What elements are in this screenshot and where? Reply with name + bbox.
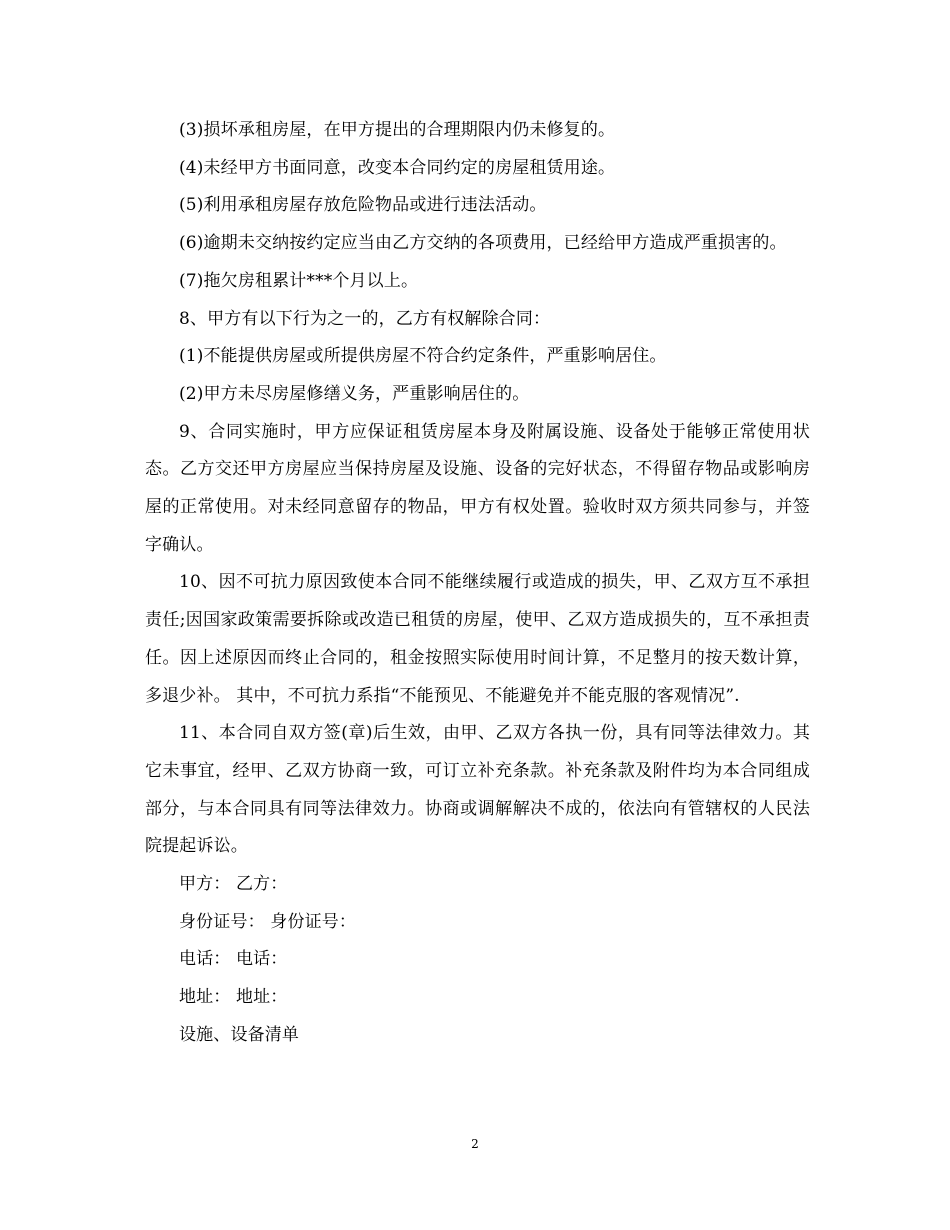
section-11: 11、本合同自双方签(章)后生效，由甲、乙双方各执一份，具有同等法律效力。其它未事宜，经甲、乙双方协商一致，可订立补充条款。补充条款及附件均为本合同组成部分，与本合同具有同等法律效力。协商或调解解决不成的，依法向有管辖权的人民法院提起诉讼。	[145, 723, 810, 857]
clause-5-dangerous-goods: (5)利用承租房屋存放危险物品或进行违法活动。	[179, 195, 547, 216]
section-8-item-1: (1)不能提供房屋或所提供房屋不符合约定条件，严重影响居住。	[179, 346, 667, 367]
equipment-list-heading: 设施、设备清单	[179, 1024, 300, 1045]
clause-4-change-use: (4)未经甲方书面同意，改变本合同约定的房屋租赁用途。	[179, 157, 616, 178]
page-number: 2	[471, 1137, 479, 1151]
clause-3-damage: (3)损坏承租房屋，在甲方提出的合理期限内仍未修复的。	[179, 120, 616, 140]
signature-id-line: 身份证号： 身份证号：	[179, 911, 357, 932]
section-9: 9、合同实施时，甲方应保证租赁房屋本身及附属设施、设备处于能够正常使用状态。乙方交还甲方房屋应当保持房屋及设施、设备的完好状态，不得留存物品或影响房屋的正常使用。对未经同意留存的物品，甲方有权处置。验收时双方须共同参与，并签字确认。	[145, 421, 810, 555]
signature-phone-line: 电话： 电话：	[179, 949, 288, 970]
section-8-heading: 8、甲方有以下行为之一的，乙方有权解除合同：	[179, 308, 551, 329]
signature-party-line: 甲方： 乙方：	[179, 874, 288, 895]
clause-6-overdue-fees: (6)逾期未交纳按约定应当由乙方交纳的各项费用，已经给甲方造成严重损害的。	[179, 233, 787, 254]
contract-body	[145, 112, 810, 1055]
section-8-item-2: (2)甲方未尽房屋修缮义务，严重影响居住的。	[179, 383, 530, 404]
signature-address-line: 地址： 地址：	[179, 987, 288, 1008]
clause-7-rent-arrears: (7)拖欠房租累计***个月以上。	[179, 270, 419, 291]
section-10: 10、因不可抗力原因致使本合同不能继续履行或造成的损失，甲、乙双方互不承担责任;因国家政策需要拆除或改造已租赁的房屋，使甲、乙双方造成损失的，互不承担责任。因上述原因而终止合同的，租金按照实际使用时间计算，不足整月的按天数计算，多退少补。 其中，不可抗力系指“不能预见、不能避免并不能克服的客观情况”.	[145, 572, 810, 706]
